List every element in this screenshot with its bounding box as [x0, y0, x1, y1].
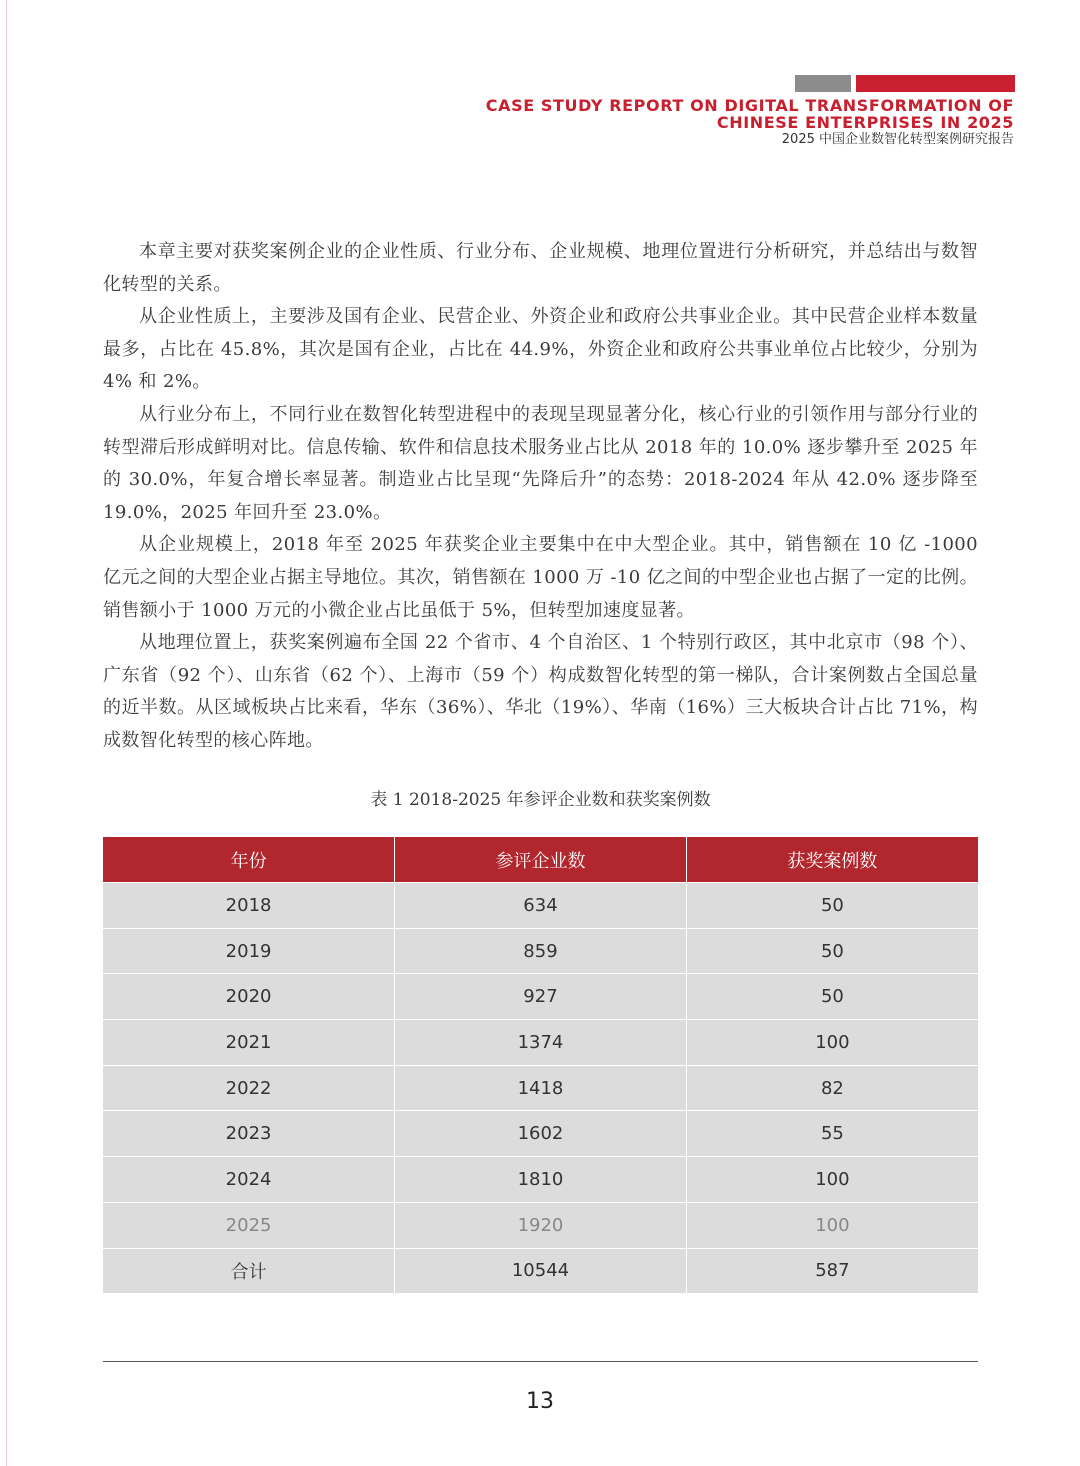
- cell-participants: 927: [395, 974, 687, 1020]
- table-row: [103, 974, 978, 1020]
- footer-divider: [103, 1361, 978, 1362]
- cell-participants: 859: [395, 928, 687, 974]
- table-row: [103, 1111, 978, 1157]
- cell-total-participants: 10544: [395, 1248, 687, 1293]
- table-row: [103, 1157, 978, 1203]
- table-row: [103, 1020, 978, 1066]
- cell-participants: 1418: [395, 1065, 687, 1111]
- cell-year: 2018: [103, 883, 395, 929]
- paragraph-enterprise-nature: 从企业性质上，主要涉及国有企业、民营企业、外资企业和政府公共事业企业。其中民营企业样本数量最多，占比在 45.8%，其次是国有企业，占比在 44.9%，外资企业和政府公共事业单位占比较少，分别为 4% 和 2%。: [103, 306, 978, 393]
- table-row: [103, 883, 978, 929]
- cell-year: 2025: [103, 1202, 395, 1248]
- paragraph-industry-distribution: 从行业分布上，不同行业在数智化转型进程中的表现呈现显著分化，核心行业的引领作用与部分行业的转型滞后形成鲜明对比。信息传输、软件和信息技术服务业占比从 2018 年的 10.0% 逐步攀升至 2025 年的 30.0%，年复合增长率显著。制造业占比呈现“先降后升”的态势：2018-2024 年从 42.0% 逐步降至 19.0%，2025 年回升至 23.0%。: [103, 403, 978, 523]
- header-title-en-line1: CASE STUDY REPORT ON DIGITAL TRANSFORMATION OF: [485, 96, 1014, 115]
- table-total-row: [103, 1248, 978, 1293]
- paragraph-geography: 从地理位置上，获奖案例遍布全国 22 个省市、4 个自治区、1 个特别行政区，其中北京市（98 个）、广东省（92 个）、山东省（62 个）、上海市（59 个）构成数智化转型的第一梯队，合计案例数占全国总量的近半数。从区域板块占比来看，华东（36%）、华北（19%）、华南（16%）三大板块合计占比 71%，构成数智化转型的核心阵地。: [103, 632, 978, 751]
- cell-awards: 50: [686, 883, 978, 929]
- header-title-cn: 2025 中国企业数智化转型案例研究报告: [781, 132, 1014, 147]
- header-title-en: [394, 97, 1014, 131]
- column-header-awards: 获奖案例数: [686, 837, 978, 883]
- table-row: [103, 1202, 978, 1248]
- cell-total-awards: 587: [686, 1248, 978, 1293]
- cell-awards: 100: [686, 1202, 978, 1248]
- cell-total-label: 合计: [103, 1248, 395, 1293]
- header-gray-bar: [795, 75, 851, 92]
- cell-awards: 100: [686, 1157, 978, 1203]
- data-table: [103, 837, 978, 1293]
- cell-year: 2019: [103, 928, 395, 974]
- cell-participants: 634: [395, 883, 687, 929]
- cell-year: 2022: [103, 1065, 395, 1111]
- cell-year: 2023: [103, 1111, 395, 1157]
- page-edge-line: [6, 0, 7, 1466]
- page-number: 13: [526, 1389, 554, 1414]
- cell-awards: 55: [686, 1111, 978, 1157]
- table-caption: 表 1 2018-2025 年参评企业数和获奖案例数: [370, 790, 711, 810]
- column-header-participants: 参评企业数: [395, 837, 687, 883]
- header-red-bar: [856, 75, 1015, 92]
- cell-year: 2024: [103, 1157, 395, 1203]
- cell-awards: 100: [686, 1020, 978, 1066]
- paragraph-enterprise-scale: 从企业规模上，2018 年至 2025 年获奖企业主要集中在中大型企业。其中，销售额在 10 亿 -1000 亿元之间的大型企业占据主导地位。其次，销售额在 1000 万 -10 亿之间的中型企业也占据了一定的比例。销售额小于 1000 万元的小微企业占比虽低于 5%，但转型加速度显著。: [103, 534, 978, 621]
- cell-participants: 1810: [395, 1157, 687, 1203]
- header-title-en-line2: CHINESE ENTERPRISES IN 2025: [716, 113, 1014, 132]
- cell-year: 2020: [103, 974, 395, 1020]
- cell-participants: 1920: [395, 1202, 687, 1248]
- cell-year: 2021: [103, 1020, 395, 1066]
- body-text: [103, 236, 978, 758]
- table-header-row: [103, 837, 978, 883]
- cell-participants: 1602: [395, 1111, 687, 1157]
- table-row: [103, 928, 978, 974]
- cell-awards: 50: [686, 974, 978, 1020]
- paragraph-intro: 本章主要对获奖案例企业的企业性质、行业分布、企业规模、地理位置进行分析研究，并总结出与数智化转型的关系。: [103, 241, 978, 295]
- cell-participants: 1374: [395, 1020, 687, 1066]
- table-row: [103, 1065, 978, 1111]
- cell-awards: 82: [686, 1065, 978, 1111]
- column-header-year: 年份: [103, 837, 395, 883]
- cell-awards: 50: [686, 928, 978, 974]
